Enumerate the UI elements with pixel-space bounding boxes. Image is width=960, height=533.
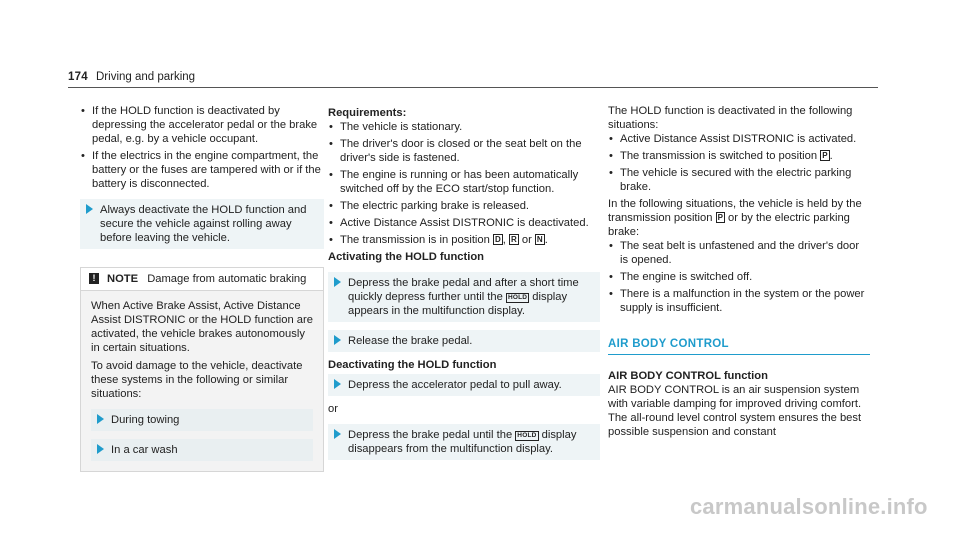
action-text: In a car wash	[111, 444, 178, 456]
action-arrow-icon	[334, 429, 341, 439]
action-step	[91, 439, 313, 461]
held-text-end: or by the electric parking brake:	[608, 212, 850, 238]
action-text: Depress the accelerator pedal to pull away.	[348, 379, 562, 391]
list-item	[608, 149, 870, 163]
note-header	[81, 268, 323, 291]
list-item: • The seat belt is unfastened and the driver's door is opened.	[608, 239, 870, 267]
note-box	[80, 267, 324, 472]
list-item: • The vehicle is stationary.	[328, 120, 600, 134]
list-item: • The engine is running or has been automatically switched off by the ECO start/stop function.	[328, 168, 600, 196]
action-step	[328, 374, 600, 396]
action-text: Always deactivate the HOLD function and secure the vehicle against rolling away before leaving the vehicle.	[100, 204, 307, 244]
hold-display-icon: HOLD	[517, 432, 537, 439]
gear-d-icon: D	[494, 235, 501, 244]
action-arrow-icon	[334, 277, 341, 287]
action-step	[328, 272, 600, 322]
subsection-text: AIR BODY CONTROL is an air suspension system with variable damping for improved driving comfort. The all-round level control system ensures the best possible suspension and constant	[608, 384, 862, 438]
column-right	[608, 104, 870, 439]
chapter-title: Driving and parking	[96, 71, 196, 83]
action-arrow-icon	[334, 335, 341, 345]
list-item: • If the electrics in the engine compartment, the battery or the fuses are tampered with or if the battery is disconnected.	[80, 149, 324, 191]
list-item: • The driver's door is closed or the seat belt on the driver's side is fastened.	[328, 137, 600, 165]
action-text: display disappears from the multifunction display.	[348, 429, 577, 455]
subsection-title: AIR BODY CONTROL function	[608, 370, 768, 382]
action-arrow-icon	[97, 414, 104, 424]
hold-deactivation-list	[80, 104, 324, 191]
list-item: • The electric parking brake is released.	[328, 199, 600, 213]
page-header	[68, 66, 878, 88]
list-item: • If the HOLD function is deactivated by depressing the accelerator pedal or the brake pedal, e.g. by a vehicle occupant.	[80, 104, 324, 146]
separator: or	[518, 234, 535, 246]
column-left	[80, 104, 324, 472]
note-label: NOTE	[107, 273, 139, 285]
or-text: or	[328, 403, 338, 415]
activating-heading: Activating the HOLD function	[328, 251, 484, 263]
watermark: carmanualsonline.info	[690, 494, 928, 519]
list-item-text: The transmission is switched to position	[620, 150, 818, 162]
action-text: During towing	[111, 414, 180, 426]
separator: .	[544, 234, 548, 246]
gear-p-icon: P	[717, 213, 723, 222]
note-body	[81, 291, 323, 471]
gear-r-icon: R	[510, 235, 517, 244]
deactivating-heading: Deactivating the HOLD function	[328, 359, 497, 371]
action-step	[80, 199, 324, 249]
action-arrow-icon	[97, 444, 104, 454]
page-number: 174	[68, 71, 88, 83]
section-title: AIR BODY CONTROL	[608, 337, 870, 355]
separator: ,	[502, 234, 509, 246]
held-situations-list	[608, 239, 870, 315]
warning-icon: !	[89, 273, 99, 284]
hold-display-icon: HOLD	[507, 294, 528, 301]
gear-p-icon: P	[822, 151, 828, 160]
action-step	[328, 330, 600, 352]
note-text: When Active Brake Assist, Active Distance Assist DISTRONIC or the HOLD function are activated, the vehicle brakes autonomously in certain situations.	[91, 300, 313, 354]
list-item: • The engine is switched off.	[608, 270, 870, 284]
list-item	[328, 233, 600, 247]
note-title: Damage from automatic braking	[147, 273, 307, 285]
list-item: • The vehicle is secured with the electric parking brake.	[608, 166, 870, 194]
separator: .	[829, 150, 833, 162]
column-middle	[328, 104, 600, 460]
gear-n-icon: N	[536, 235, 543, 244]
intro-text: The HOLD function is deactivated in the following situations:	[608, 105, 853, 131]
list-item: • Active Distance Assist DISTRONIC is deactivated.	[328, 216, 600, 230]
action-text: display appears in the multifunction display.	[348, 291, 568, 317]
note-text: To avoid damage to the vehicle, deactivate these systems in the following or similar situations:	[91, 360, 303, 400]
action-step	[91, 409, 313, 431]
deactivation-situations-list	[608, 132, 870, 194]
action-text: Release the brake pedal.	[348, 335, 473, 347]
action-arrow-icon	[86, 204, 93, 214]
held-text-start: In the following situations, the vehicle is held by the transmission position	[608, 198, 862, 224]
list-item-text: The transmission is in position	[340, 234, 490, 246]
requirements-heading: Requirements:	[328, 107, 407, 119]
list-item: • There is a malfunction in the system or the power supply is insufficient.	[608, 287, 870, 315]
action-step	[328, 424, 600, 460]
requirements-list	[328, 120, 600, 247]
action-text: Depress the brake pedal until the	[348, 429, 513, 441]
held-text	[608, 197, 870, 239]
action-arrow-icon	[334, 379, 341, 389]
list-item: • Active Distance Assist DISTRONIC is activated.	[608, 132, 870, 146]
action-text: Depress the brake pedal and after a short time quickly depress further until the	[348, 277, 579, 303]
